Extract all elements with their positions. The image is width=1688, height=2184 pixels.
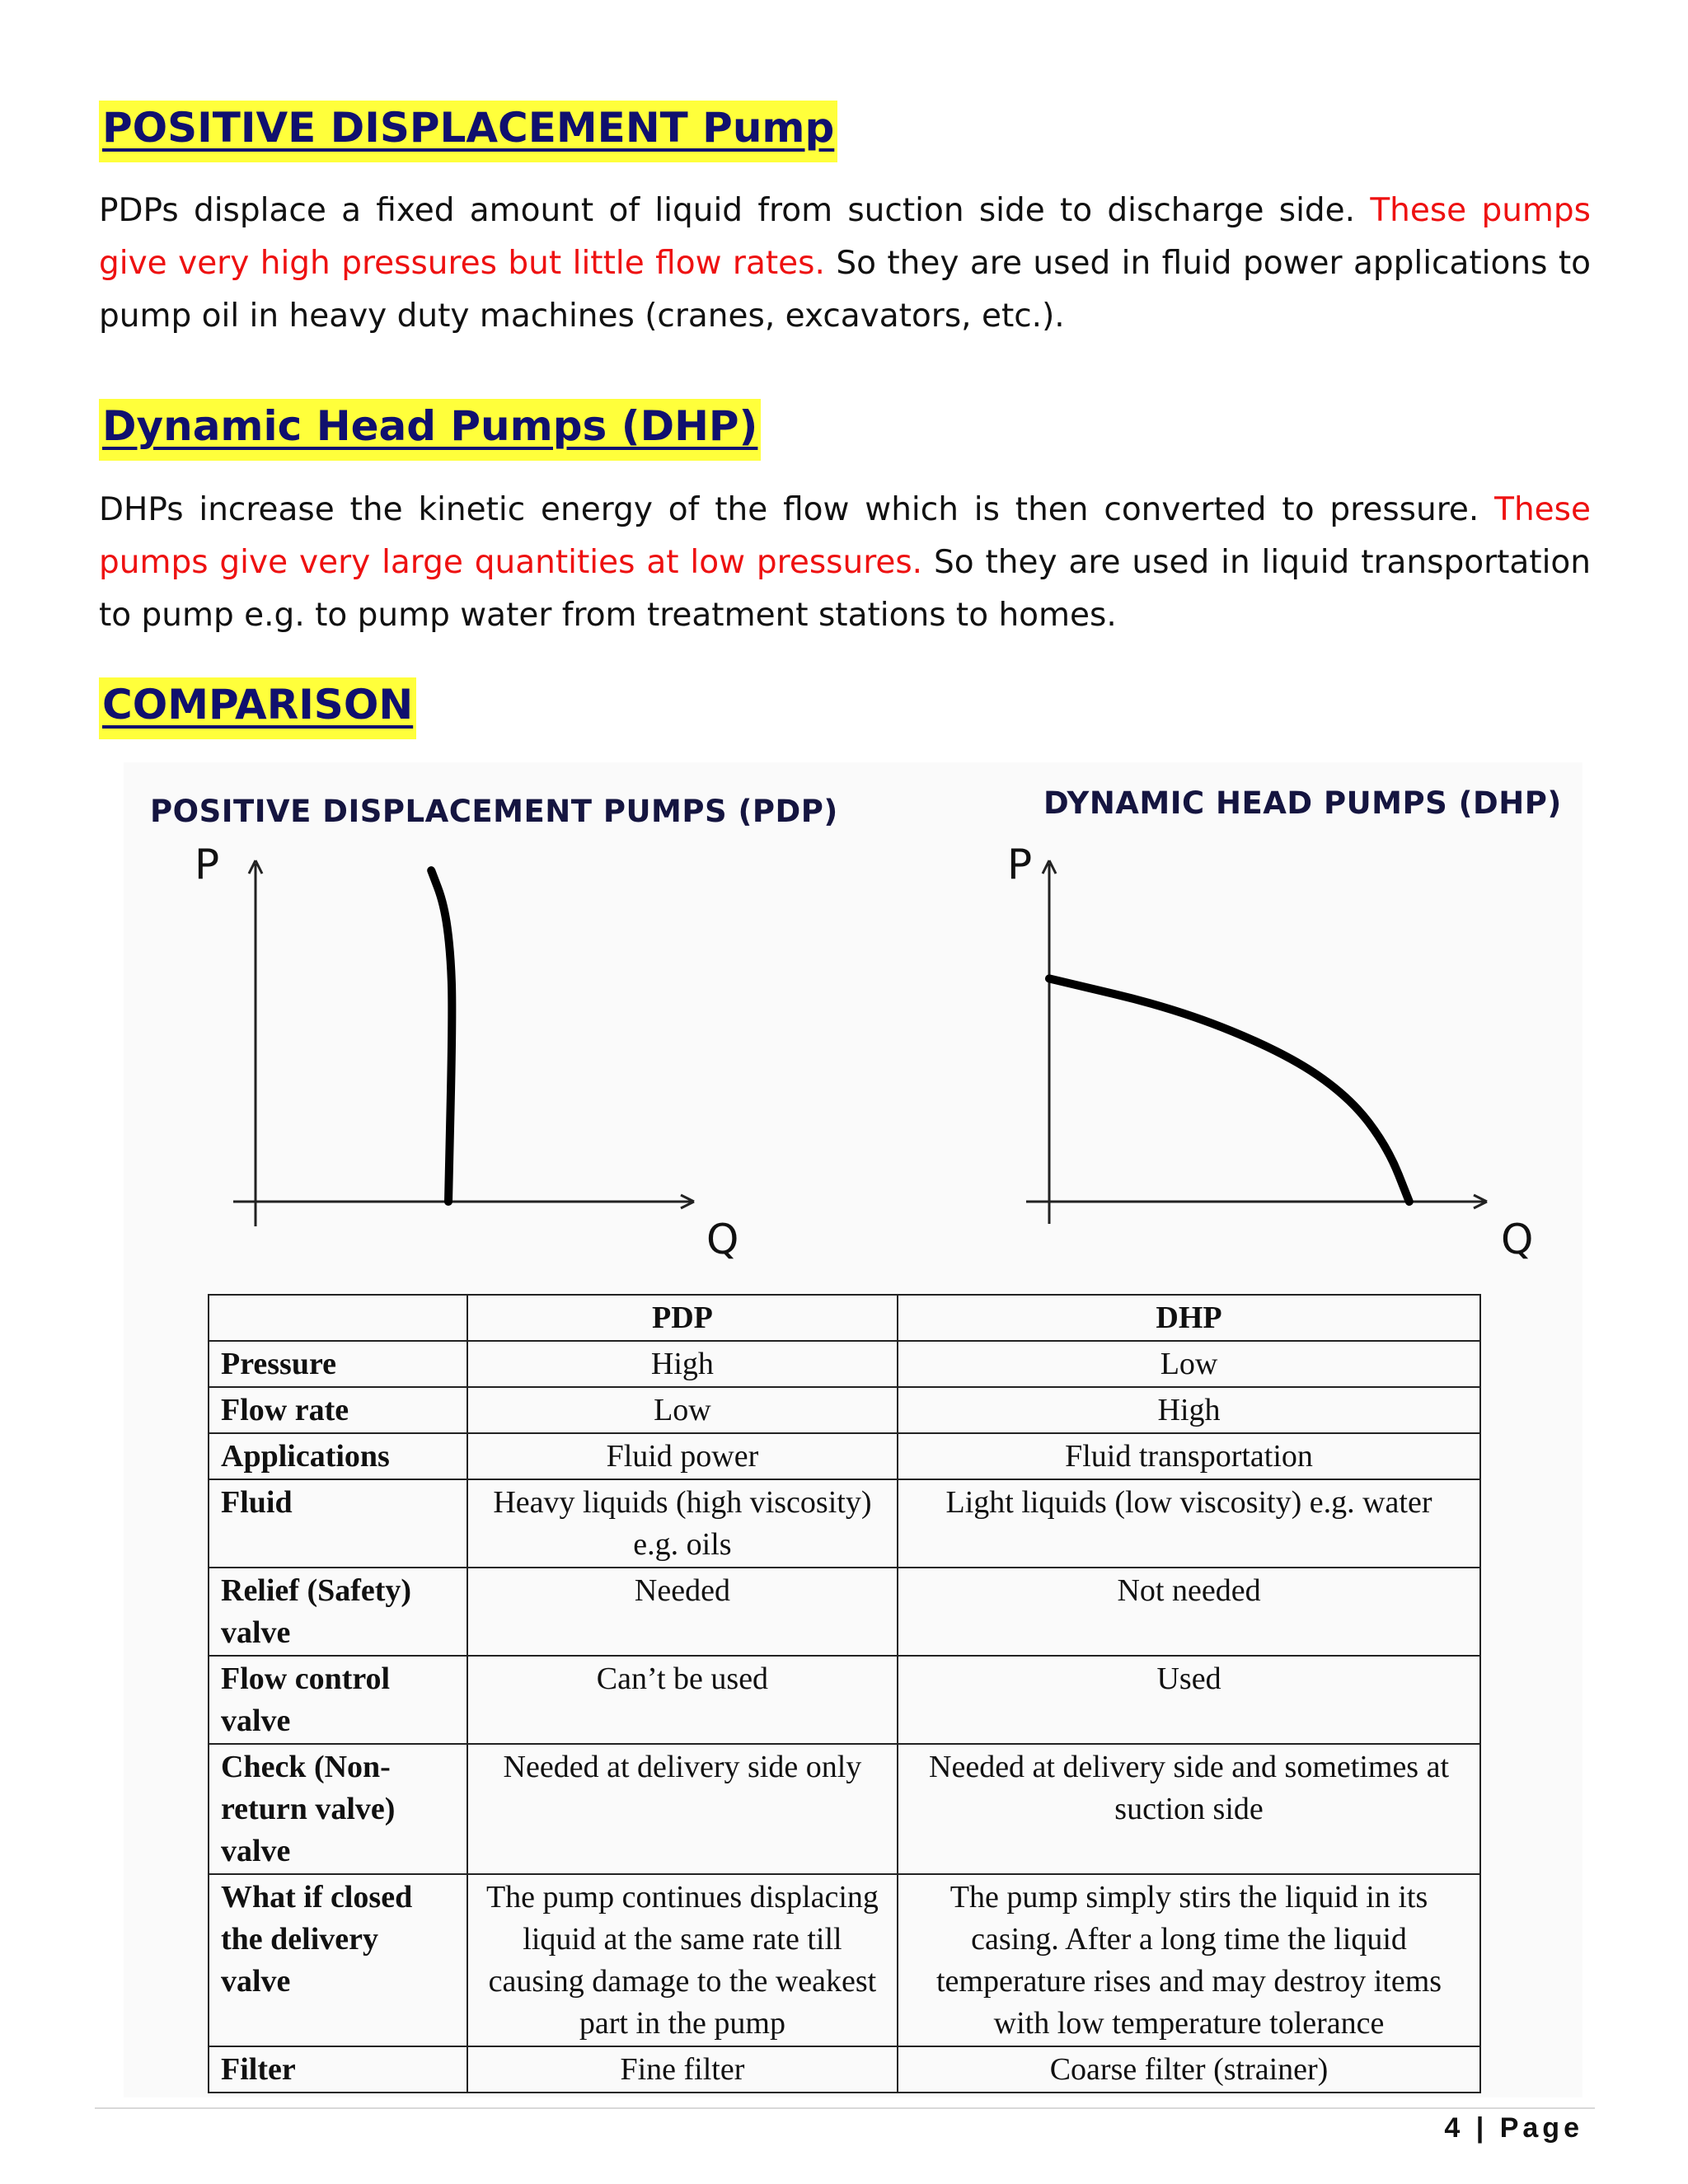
row-label-closed-delivery-valve: What if closed the delivery valve [209,1874,467,2046]
table-row [209,1568,1480,1656]
table-row [209,1656,1480,1744]
cell-dhp-check-valve: Needed at delivery side and sometimes at suction side [898,1744,1480,1874]
cell-pdp-relief-valve: Needed [467,1568,898,1656]
cell-dhp-relief-valve: Not needed [898,1568,1480,1656]
table-row [209,1479,1480,1568]
cell-dhp-applications: Fluid transportation [898,1433,1480,1479]
pdp-chart-xlabel: Q [706,1216,739,1263]
dhp-text: DHPs increase the kinetic energy of the flow which is then converted to pressure. [99,491,1495,528]
cell-pdp-filter: Fine filter [467,2046,898,2093]
pdp-chart-title: POSITIVE DISPLACEMENT PUMPS (PDP) [150,794,838,829]
row-label-applications: Applications [209,1433,467,1479]
pdp-highlight-text: These pumps give very high pressures but little flow rates. [99,192,1591,282]
dhp-highlight-text: These pumps give very large quantities at low pressures. [99,491,1591,581]
table-row [209,2046,1480,2093]
row-label-flow-control-valve: Flow control valve [209,1656,467,1744]
row-label-relief-valve: Relief (Safety) valve [209,1568,467,1656]
row-label-pressure: Pressure [209,1341,467,1387]
cell-dhp-filter: Coarse filter (strainer) [898,2046,1480,2093]
table-header-dhp: DHP [898,1295,1480,1341]
cell-pdp-flow-rate: Low [467,1387,898,1433]
pdp-text: PDPs displace a fixed amount of liquid from suction side to discharge side. [99,192,1371,229]
row-label-filter: Filter [209,2046,467,2093]
pdp-text-continued: So they are used in fluid power applications to pump oil in heavy duty machines (cranes, excavators, etc.). [99,245,1591,335]
pdp-chart-ylabel: P [195,841,220,888]
dhp-chart-title: DYNAMIC HEAD PUMPS (DHP) [1043,785,1562,821]
table-header-row [209,1295,1480,1341]
row-label-flow-rate: Flow rate [209,1387,467,1433]
cell-dhp-flow-control-valve: Used [898,1656,1480,1744]
dhp-heading: Dynamic Head Pumps (DHP) [99,399,761,461]
cell-pdp-closed-delivery-valve: The pump continues displacing liquid at the same rate till causing damage to the weakest part in the pump [467,1874,898,2046]
dhp-performance-curve [1049,978,1409,1202]
cell-dhp-flow-rate: High [898,1387,1480,1433]
dhp-chart-xlabel: Q [1501,1216,1534,1263]
dhp-chart-ylabel: P [1007,841,1033,888]
page-number: 4 | Page [1444,2112,1583,2144]
table-row [209,1744,1480,1874]
comparison-table [208,1294,1481,2093]
cell-pdp-fluid: Heavy liquids (high viscosity) e.g. oils [467,1479,898,1568]
footer-divider [95,2107,1595,2109]
row-label-fluid: Fluid [209,1479,467,1568]
comparison-heading: COMPARISON [99,677,416,739]
table-row [209,1874,1480,2046]
table-header-empty [209,1295,467,1341]
cell-dhp-pressure: Low [898,1341,1480,1387]
table-row [209,1387,1480,1433]
cell-pdp-check-valve: Needed at delivery side only [467,1744,898,1874]
cell-dhp-fluid: Light liquids (low viscosity) e.g. water [898,1479,1480,1568]
cell-pdp-applications: Fluid power [467,1433,898,1479]
dhp-text-continued: So they are used in liquid transportation to pump e.g. to pump water from treatment stations to homes. [99,544,1591,634]
table-header-pdp: PDP [467,1295,898,1341]
row-label-check-valve: Check (Non-return valve) valve [209,1744,467,1874]
table-row [209,1433,1480,1479]
cell-pdp-flow-control-valve: Can’t be used [467,1656,898,1744]
cell-dhp-closed-delivery-valve: The pump simply stirs the liquid in its casing. After a long time the liquid temperature rises and may destroy items with low temperature tolerance [898,1874,1480,2046]
pdp-heading: POSITIVE DISPLACEMENT Pump [99,101,837,162]
table-row [209,1341,1480,1387]
cell-pdp-pressure: High [467,1341,898,1387]
